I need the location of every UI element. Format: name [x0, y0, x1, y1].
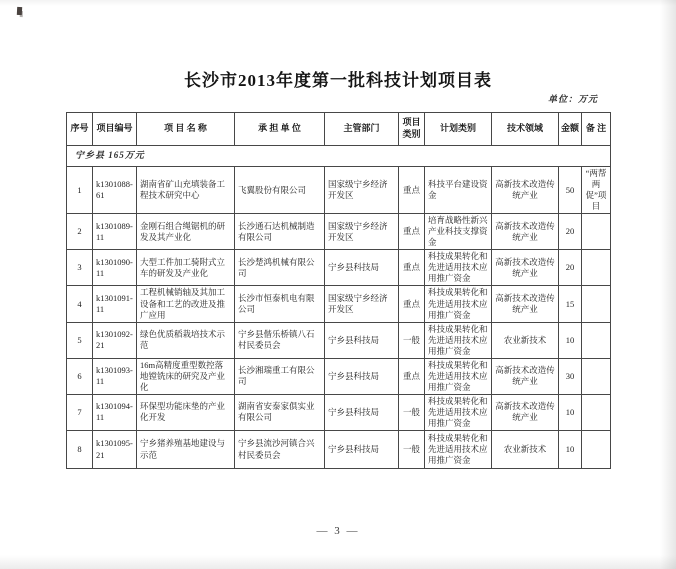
group-row-ningxiang	[67, 146, 611, 167]
cell-undertaking-unit: 长沙楚鸿机械有限公司	[235, 250, 325, 286]
cell-remark	[582, 394, 611, 430]
table-row	[67, 322, 611, 358]
cell-project-code: k1301090-11	[93, 250, 137, 286]
group-row-label: 宁乡县 165万元	[67, 146, 611, 167]
cell-remark	[582, 250, 611, 286]
cell-amount: 15	[559, 286, 582, 322]
cell-serial: 1	[67, 167, 93, 214]
cell-plan-category: 科技成果转化和先进适用技术应用推广资金	[425, 322, 492, 358]
page-title: 长沙市2013年度第一批科技计划项目表	[184, 71, 492, 90]
table-header	[67, 113, 611, 146]
scan-shadow-bottom	[0, 555, 676, 569]
cell-plan-category: 科技平台建设资金	[425, 167, 492, 214]
table-row	[67, 250, 611, 286]
cell-serial: 2	[67, 214, 93, 250]
cell-undertaking-unit: 长沙湘瑞重工有限公司	[235, 358, 325, 394]
cell-undertaking-unit: 飞翼股份有限公司	[235, 167, 325, 214]
header-tech-field: 技术领域	[492, 113, 559, 146]
cell-project-name: 工程机械销轴及其加工设备和工艺的改进及推广应用	[137, 286, 235, 322]
cell-project-category: 重点	[399, 167, 425, 214]
cell-amount: 50	[559, 167, 582, 214]
table-row	[67, 431, 611, 469]
header-serial: 序号	[67, 113, 93, 146]
header-undertaking-unit: 承 担 单 位	[235, 113, 325, 146]
cell-serial: 3	[67, 250, 93, 286]
header-amount: 金额	[559, 113, 582, 146]
cell-competent-dept: 国家级宁乡经济开发区	[325, 286, 399, 322]
cell-project-code: k1301092-21	[93, 322, 137, 358]
table-body	[67, 146, 611, 469]
header-plan-category: 计划类别	[425, 113, 492, 146]
cell-project-code: k1301095-21	[93, 431, 137, 469]
cell-serial: 7	[67, 394, 93, 430]
cell-project-category: 一般	[399, 394, 425, 430]
cell-undertaking-unit: 湖南省安泰家俱实业有限公司	[235, 394, 325, 430]
table-row	[67, 286, 611, 322]
cell-tech-field: 农业新技术	[492, 431, 559, 469]
cell-amount: 20	[559, 250, 582, 286]
cell-project-name: 湖南省矿山充填装备工程技术研究中心	[137, 167, 235, 214]
cell-serial: 5	[67, 322, 93, 358]
cell-project-code: k1301088-61	[93, 167, 137, 214]
cell-competent-dept: 国家级宁乡经济开发区	[325, 214, 399, 250]
cell-competent-dept: 宁乡县科技局	[325, 431, 399, 469]
cell-project-category: 重点	[399, 358, 425, 394]
cell-project-category: 一般	[399, 322, 425, 358]
cell-tech-field: 农业新技术	[492, 322, 559, 358]
cell-project-code: k1301089-11	[93, 214, 137, 250]
cell-project-code: k1301091-11	[93, 286, 137, 322]
page-number: — 3 —	[316, 525, 360, 537]
cell-serial: 4	[67, 286, 93, 322]
cell-competent-dept: 宁乡县科技局	[325, 358, 399, 394]
cell-remark	[582, 322, 611, 358]
cell-remark	[582, 214, 611, 250]
cell-project-code: k1301094-11	[93, 394, 137, 430]
cell-remark: “两帮两促”项目	[582, 167, 611, 214]
cell-plan-category: 培育战略性新兴产业科技支撑资金	[425, 214, 492, 250]
cell-project-name: 宁乡猪养殖基地建设与示范	[137, 431, 235, 469]
cell-project-category: 一般	[399, 431, 425, 469]
cell-remark	[582, 431, 611, 469]
scan-artifact-mark	[17, 7, 22, 15]
cell-amount: 10	[559, 431, 582, 469]
header-project-name: 项 目 名 称	[137, 113, 235, 146]
cell-remark	[582, 358, 611, 394]
cell-tech-field: 高新技术改造传统产业	[492, 167, 559, 214]
header-project-category: 项目类别	[399, 113, 425, 146]
table-row	[67, 358, 611, 394]
cell-tech-field: 高新技术改造传统产业	[492, 214, 559, 250]
cell-tech-field: 高新技术改造传统产业	[492, 286, 559, 322]
cell-plan-category: 科技成果转化和先进适用技术应用推广资金	[425, 431, 492, 469]
cell-tech-field: 高新技术改造传统产业	[492, 250, 559, 286]
header-row	[67, 113, 611, 146]
cell-plan-category: 科技成果转化和先进适用技术应用推广资金	[425, 358, 492, 394]
cell-undertaking-unit: 长沙通石达机械制造有限公司	[235, 214, 325, 250]
cell-tech-field: 高新技术改造传统产业	[492, 394, 559, 430]
cell-undertaking-unit: 宁乡县偕乐桥镇八石村民委员会	[235, 322, 325, 358]
cell-competent-dept: 宁乡县科技局	[325, 322, 399, 358]
table-row	[67, 214, 611, 250]
scan-shadow-top	[0, 0, 676, 6]
cell-tech-field: 高新技术改造传统产业	[492, 358, 559, 394]
cell-amount: 10	[559, 322, 582, 358]
table-row	[67, 394, 611, 430]
cell-undertaking-unit: 长沙市恒泰机电有限公司	[235, 286, 325, 322]
table-row	[67, 167, 611, 214]
cell-project-name: 绿色优质稻栽培技术示范	[137, 322, 235, 358]
cell-project-name: 16m高精度重型数控落地镗铣床的研究及产业化	[137, 358, 235, 394]
cell-amount: 20	[559, 214, 582, 250]
cell-plan-category: 科技成果转化和先进适用技术应用推广资金	[425, 286, 492, 322]
cell-competent-dept: 国家级宁乡经济开发区	[325, 167, 399, 214]
cell-serial: 8	[67, 431, 93, 469]
cell-remark	[582, 286, 611, 322]
cell-project-category: 重点	[399, 250, 425, 286]
cell-plan-category: 科技成果转化和先进适用技术应用推广资金	[425, 250, 492, 286]
cell-project-name: 大型工件加工骑附式立车的研发及产业化	[137, 250, 235, 286]
cell-project-name: 金刚石组合绳锯机的研发及其产业化	[137, 214, 235, 250]
project-table	[66, 112, 611, 469]
cell-serial: 6	[67, 358, 93, 394]
cell-competent-dept: 宁乡县科技局	[325, 394, 399, 430]
cell-project-category: 重点	[399, 214, 425, 250]
cell-plan-category: 科技成果转化和先进适用技术应用推广资金	[425, 394, 492, 430]
cell-amount: 30	[559, 358, 582, 394]
cell-project-category: 重点	[399, 286, 425, 322]
cell-project-name: 环保型功能床垫的产业化开发	[137, 394, 235, 430]
unit-note: 单位：万元	[547, 94, 598, 104]
header-competent-dept: 主管部门	[325, 113, 399, 146]
header-project-code: 项目编号	[93, 113, 137, 146]
cell-competent-dept: 宁乡县科技局	[325, 250, 399, 286]
header-remark: 备 注	[582, 113, 611, 146]
cell-amount: 10	[559, 394, 582, 430]
cell-project-code: k1301093-11	[93, 358, 137, 394]
cell-undertaking-unit: 宁乡县流沙河镇合兴村民委员会	[235, 431, 325, 469]
